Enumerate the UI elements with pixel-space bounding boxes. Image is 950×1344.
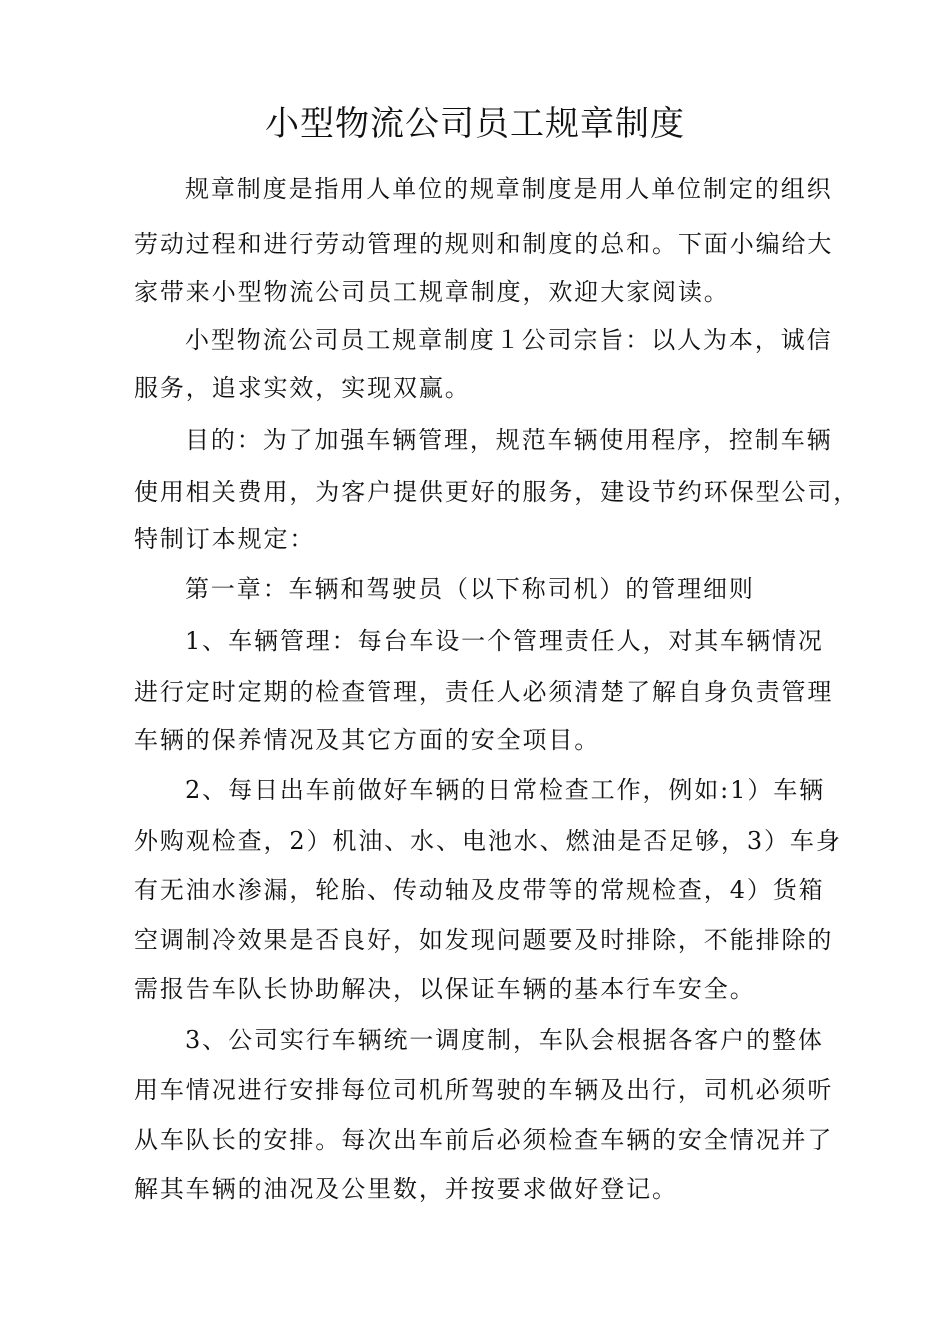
paragraph-line: 2、每日出车前做好车辆的日常检查工作，例如:1）车辆 bbox=[185, 776, 826, 804]
paragraph-line: 使用相关费用，为客户提供更好的服务，建设节约环保型公司， bbox=[134, 478, 860, 506]
paragraph-line: 用车情况进行安排每位司机所驾驶的车辆及出行，司机必须听 bbox=[134, 1076, 834, 1104]
paragraph-line: 进行定时定期的检查管理，责任人必须清楚了解自身负责管理 bbox=[134, 678, 834, 706]
paragraph-line: 劳动过程和进行劳动管理的规则和制度的总和。下面小编给大 bbox=[134, 230, 834, 258]
paragraph-line: 规章制度是指用人单位的规章制度是用人单位制定的组织 bbox=[185, 175, 833, 203]
paragraph-line: 空调制冷效果是否良好，如发现问题要及时排除，不能排除的 bbox=[134, 926, 834, 954]
paragraph-line: 小型物流公司员工规章制度１公司宗旨：以人为本，诚信 bbox=[185, 326, 833, 354]
paragraph-line: 特制订本规定： bbox=[134, 525, 316, 553]
paragraph-line: 车辆的保养情况及其它方面的安全项目。 bbox=[134, 726, 601, 754]
paragraph-line: 家带来小型物流公司员工规章制度，欢迎大家阅读。 bbox=[134, 278, 730, 306]
paragraph-line: 目的：为了加强车辆管理，规范车辆使用程序，控制车辆 bbox=[185, 426, 833, 454]
paragraph-line: 服务，追求实效，实现双赢。 bbox=[134, 374, 471, 402]
paragraph-line: 解其车辆的油况及公里数，并按要求做好登记。 bbox=[134, 1175, 678, 1203]
paragraph-line: 第一章：车辆和驾驶员（以下称司机）的管理细则 bbox=[185, 575, 755, 603]
paragraph-line: 3、公司实行车辆统一调度制，车队会根据各客户的整体 bbox=[185, 1026, 824, 1054]
paragraph-line: 从车队长的安排。每次出车前后必须检查车辆的安全情况并了 bbox=[134, 1126, 834, 1154]
document-title: 小型物流公司员工规章制度 bbox=[265, 104, 685, 144]
paragraph-line: 1、车辆管理：每台车设一个管理责任人，对其车辆情况 bbox=[185, 627, 824, 655]
paragraph-line: 外购观检查，2）机油、水、电池水、燃油是否足够，3）车身 bbox=[134, 827, 842, 855]
paragraph-line: 有无油水渗漏，轮胎、传动轴及皮带等的常规检查，4）货箱 bbox=[134, 876, 825, 904]
paragraph-line: 需报告车队长协助解决，以保证车辆的基本行车安全。 bbox=[134, 975, 756, 1003]
